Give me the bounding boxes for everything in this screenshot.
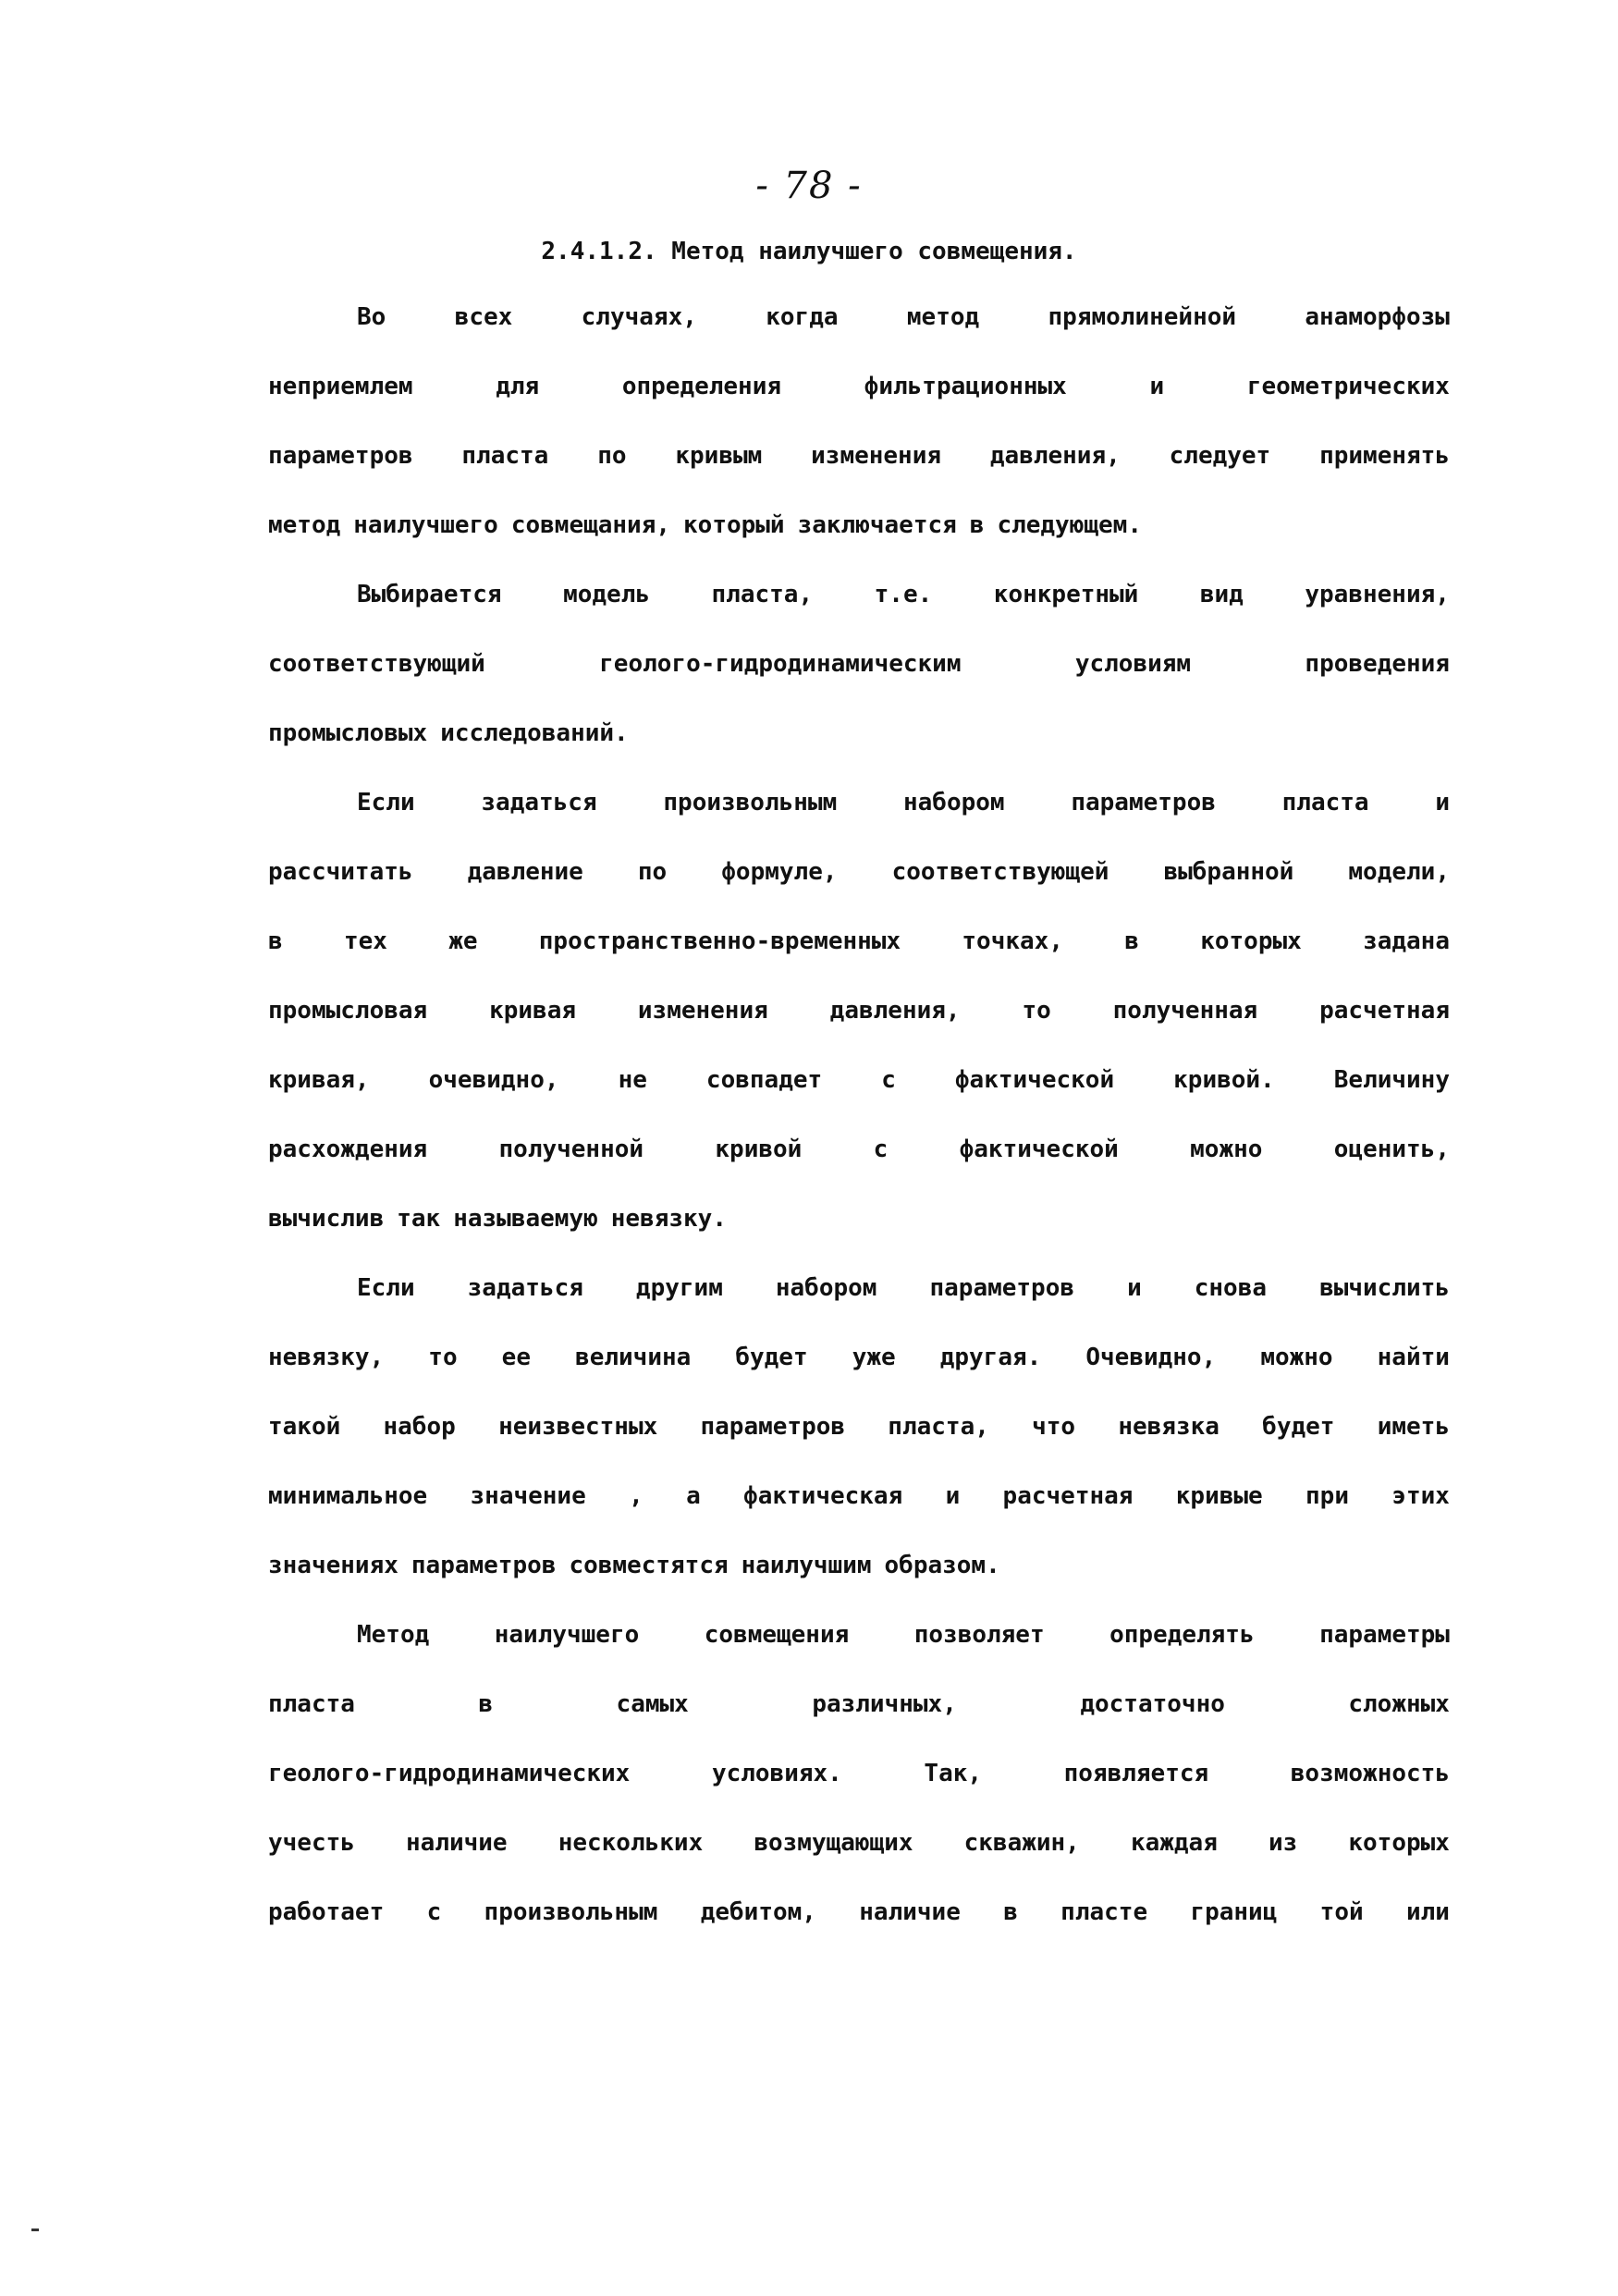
word: расчетная <box>1319 997 1450 1025</box>
text-line <box>268 580 1450 649</box>
word: называемую <box>453 1205 598 1233</box>
word: Величину <box>1333 1066 1450 1094</box>
word: давления, <box>829 997 961 1025</box>
word: скважин, <box>963 1829 1080 1857</box>
word: пласте <box>1060 1898 1148 1926</box>
word: заключается <box>797 511 957 539</box>
word: которых <box>1348 1829 1450 1857</box>
word: с <box>881 1066 896 1094</box>
word: давления, <box>989 442 1121 470</box>
word: неприемлем <box>268 373 413 400</box>
word: достаточно <box>1080 1690 1225 1718</box>
word: же <box>448 927 478 955</box>
text-line <box>268 1620 1450 1689</box>
word: дебитом, <box>700 1898 816 1926</box>
text-line <box>268 1759 1450 1828</box>
text-line <box>268 927 1450 996</box>
word: с <box>873 1136 889 1163</box>
text-line <box>268 302 1450 372</box>
word: иметь <box>1377 1413 1450 1441</box>
word: образом. <box>884 1552 1000 1579</box>
word: выбранной <box>1163 858 1294 886</box>
word: Так, <box>924 1760 983 1787</box>
text-line <box>268 1412 1450 1481</box>
paragraph <box>268 1273 1450 1620</box>
word: конкретный <box>993 581 1139 608</box>
word: набором <box>903 789 1005 816</box>
word: невязка <box>1118 1413 1220 1441</box>
word: промысловая <box>268 997 428 1025</box>
word: наилучшего <box>494 1621 640 1649</box>
word: невязку, <box>268 1344 385 1371</box>
word: будет <box>735 1344 808 1371</box>
text-line <box>268 1135 1450 1204</box>
word: снова <box>1194 1274 1268 1302</box>
word: такой <box>268 1413 341 1441</box>
text-line <box>268 718 1450 788</box>
word: соответствующий <box>268 650 485 678</box>
word: совпадет <box>705 1066 823 1094</box>
word: пласта <box>268 1690 355 1718</box>
word: кривой <box>715 1136 803 1163</box>
text-line <box>268 1828 1450 1897</box>
word: параметров <box>1071 789 1216 816</box>
word: фильтрационных <box>864 373 1067 400</box>
word: самых <box>616 1690 689 1718</box>
word: не <box>618 1066 647 1094</box>
text-line <box>268 1897 1450 1967</box>
word: когда <box>766 303 839 331</box>
word: неизвестных <box>498 1413 658 1441</box>
word: той <box>1319 1898 1364 1926</box>
word: пласта <box>461 442 549 470</box>
word: этих <box>1391 1482 1450 1510</box>
word: случаях, <box>581 303 697 331</box>
word: возмущающих <box>754 1829 913 1857</box>
word: по <box>597 442 627 470</box>
word: точках, <box>962 927 1063 955</box>
word: следует <box>1169 442 1271 470</box>
word: метод <box>268 511 341 539</box>
word: другая. <box>939 1344 1042 1371</box>
word: в <box>969 511 985 539</box>
word: из <box>1268 1829 1298 1857</box>
word: следующем. <box>997 511 1142 539</box>
paragraph <box>268 788 1450 1273</box>
word: который <box>683 511 785 539</box>
word: для <box>496 373 540 400</box>
page-number: - 78 - <box>755 165 863 207</box>
word: по <box>637 858 668 886</box>
word: величина <box>575 1344 692 1371</box>
word: в <box>1003 1898 1018 1926</box>
word: то <box>428 1344 458 1371</box>
word: условиях. <box>711 1760 842 1787</box>
text-line <box>268 510 1450 580</box>
word: кривая, <box>268 1066 370 1094</box>
word: то <box>1022 997 1051 1025</box>
word: промысловых <box>268 719 428 747</box>
word: кривая <box>489 997 576 1025</box>
word: ее <box>501 1344 531 1371</box>
word: вид <box>1199 581 1244 608</box>
word: давление <box>467 858 583 886</box>
word: , <box>629 1482 644 1510</box>
word: фактической <box>954 1066 1115 1094</box>
word: полученной <box>498 1136 644 1163</box>
word: фактической <box>959 1136 1119 1163</box>
word: Выбирается <box>357 581 502 608</box>
paragraph <box>268 1620 1450 1967</box>
word: так <box>397 1205 441 1233</box>
word: условиям <box>1074 650 1192 678</box>
word: набором <box>775 1274 877 1302</box>
word: значение <box>470 1482 586 1510</box>
word: совмещания, <box>510 511 671 539</box>
word: параметров <box>929 1274 1075 1302</box>
word: Очевидно, <box>1085 1344 1217 1371</box>
word: в <box>268 927 283 955</box>
word: определять <box>1109 1621 1255 1649</box>
word: и <box>1435 789 1450 816</box>
word: совместятся <box>569 1552 729 1579</box>
word: задаться <box>467 1274 583 1302</box>
text-line <box>268 1065 1450 1135</box>
text-line <box>268 441 1450 510</box>
word: появляется <box>1063 1760 1209 1787</box>
word: модели, <box>1348 858 1450 886</box>
word: т.е. <box>874 581 933 608</box>
text-line <box>268 1273 1450 1343</box>
word: возможность <box>1290 1760 1450 1787</box>
word: Если <box>357 1274 415 1302</box>
word: Если <box>357 789 415 816</box>
word: пласта, <box>711 581 814 608</box>
paragraph <box>268 580 1450 788</box>
word: задана <box>1363 927 1450 955</box>
word: задаться <box>481 789 597 816</box>
word: при <box>1305 1482 1349 1510</box>
word: оценить, <box>1333 1136 1450 1163</box>
word: наилучшего <box>353 511 498 539</box>
word: найти <box>1377 1344 1450 1371</box>
word: произвольным <box>663 789 838 816</box>
word: и <box>945 1482 961 1510</box>
word: или <box>1405 1898 1450 1926</box>
word: применять <box>1319 442 1450 470</box>
word: кривой. <box>1173 1066 1275 1094</box>
word: определения <box>621 373 782 400</box>
word: что <box>1032 1413 1076 1441</box>
word: границ <box>1190 1898 1278 1926</box>
word: Метод <box>357 1621 430 1649</box>
word: геолого-гидродинамическим <box>599 650 962 678</box>
text-line <box>268 649 1450 718</box>
word: работает <box>268 1898 385 1926</box>
word: модель <box>563 581 650 608</box>
word: параметры <box>1319 1621 1450 1649</box>
word: произвольным <box>484 1898 658 1926</box>
word: пласта, <box>888 1413 989 1441</box>
word: рассчитать <box>268 858 413 886</box>
text-line <box>268 996 1450 1065</box>
word: анаморфозы <box>1305 303 1450 331</box>
word: которых <box>1200 927 1302 955</box>
text-line <box>268 1204 1450 1273</box>
word: другим <box>635 1274 723 1302</box>
word: пласта <box>1281 789 1369 816</box>
word: вычислив <box>268 1205 385 1233</box>
word: каждая <box>1130 1829 1218 1857</box>
word: нескольких <box>558 1829 704 1857</box>
word: сложных <box>1348 1690 1450 1718</box>
word: в <box>478 1690 494 1718</box>
text-line <box>268 1481 1450 1551</box>
word: очевидно, <box>428 1066 559 1094</box>
word: вычислить <box>1319 1274 1450 1302</box>
word: с <box>426 1898 442 1926</box>
word: метод <box>906 303 980 331</box>
word: изменения <box>637 997 768 1025</box>
body-text <box>268 302 1450 1967</box>
word: наличие <box>406 1829 508 1857</box>
text-line <box>268 857 1450 927</box>
word: учесть <box>268 1829 355 1857</box>
word: наличие <box>859 1898 961 1926</box>
word: Во <box>357 303 386 331</box>
word: позволяет <box>913 1621 1045 1649</box>
word: минимальное <box>268 1482 428 1510</box>
word: пространственно-временных <box>538 927 901 955</box>
word: и <box>1127 1274 1142 1302</box>
text-line <box>268 1343 1450 1412</box>
word: уже <box>852 1344 896 1371</box>
word: и <box>1149 373 1165 400</box>
word: всех <box>454 303 513 331</box>
text-line <box>268 372 1450 441</box>
word: расхождения <box>268 1136 428 1163</box>
word: кривым <box>675 442 763 470</box>
word: значениях <box>268 1552 398 1579</box>
word: уравнения, <box>1305 581 1450 608</box>
word: параметров <box>411 1552 557 1579</box>
word: в <box>1124 927 1139 955</box>
word: различных, <box>812 1690 957 1718</box>
word: геометрических <box>1246 373 1450 400</box>
text-line <box>268 1689 1450 1759</box>
word: проведения <box>1305 650 1450 678</box>
word: невязку. <box>610 1205 727 1233</box>
word: формуле, <box>721 858 838 886</box>
word: соответствующей <box>891 858 1109 886</box>
scan-mark <box>31 2228 39 2231</box>
text-line <box>268 788 1450 857</box>
word: геолого-гидродинамических <box>268 1760 631 1787</box>
word: можно <box>1190 1136 1263 1163</box>
word: фактическая <box>743 1482 903 1510</box>
section-heading: 2.4.1.2. Метод наилучшего совмещения. <box>541 238 1077 265</box>
word: будет <box>1262 1413 1335 1441</box>
word: наилучшим <box>741 1552 872 1579</box>
word: кривые <box>1175 1482 1263 1510</box>
word: прямолинейной <box>1048 303 1237 331</box>
word: параметров <box>700 1413 846 1441</box>
word: исследований. <box>440 719 629 747</box>
word: совмещения <box>704 1621 850 1649</box>
word: набор <box>383 1413 456 1441</box>
word: параметров <box>268 442 413 470</box>
word: полученная <box>1112 997 1258 1025</box>
word: изменения <box>811 442 942 470</box>
word: тех <box>343 927 387 955</box>
word: а <box>686 1482 701 1510</box>
word: можно <box>1260 1344 1333 1371</box>
paragraph <box>268 302 1450 580</box>
word: расчетная <box>1002 1482 1134 1510</box>
text-line <box>268 1551 1450 1620</box>
